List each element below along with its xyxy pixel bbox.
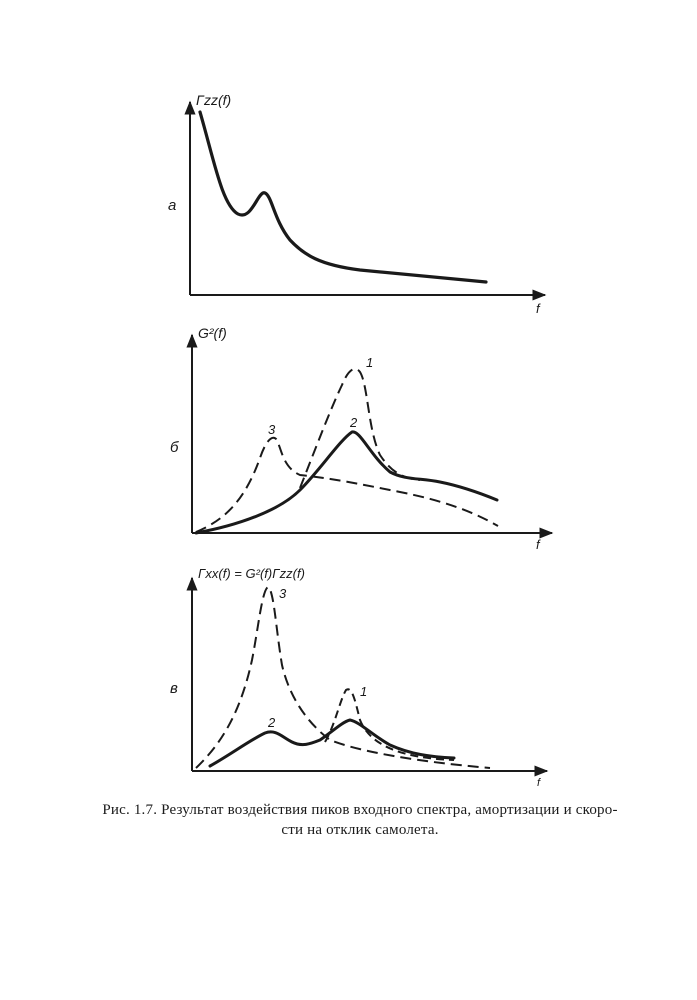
panel-a-xlabel: f [536,301,540,316]
panel-c-curve-1 [325,689,454,760]
panel-b [170,325,552,552]
panel-c-letter: в [170,680,178,697]
panel-b-ylabel: G²(f) [198,325,227,341]
panel-b-curve-1-label: 1 [366,355,374,370]
panel-c-ylabel: Γxx(f) = G²(f)Γzz(f) [198,566,305,581]
caption-line-1: Результат воздействия пиков входного спектра, амортизации и скоро- [161,802,618,818]
panel-b-curve-2-label: 2 [350,415,358,430]
panel-c-curve-3-label: 3 [279,586,287,601]
panel-c-curve-3 [196,587,490,768]
caption-line-2: сти на отклик самолета. [281,822,439,838]
panel-b-letter: б [170,439,179,456]
panel-b-xlabel: f [536,537,540,552]
panel-c-xlabel: f [537,777,541,789]
panel-a [168,92,545,316]
panel-b-curve-3-label: 3 [268,422,276,437]
caption-prefix: Рис. 1.7. [102,802,158,818]
panel-c-curve-1-label: 1 [360,684,368,699]
figure-caption [60,800,660,840]
panel-a-curve [200,112,486,282]
panel-a-ylabel: Γzz(f) [196,92,232,108]
panel-c-curve-2-label: 2 [268,715,276,730]
panel-a-letter: а [168,197,177,214]
panel-c [170,566,547,789]
